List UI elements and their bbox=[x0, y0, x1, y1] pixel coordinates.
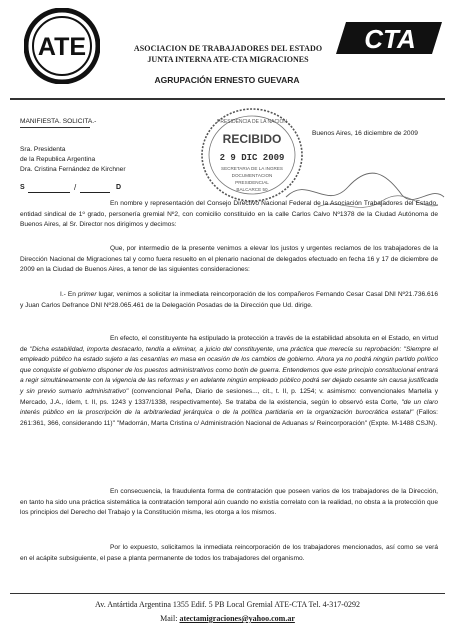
ate-logo-text: ATE bbox=[37, 33, 87, 61]
header-rule bbox=[10, 98, 445, 100]
stamp-received: RECIBIDO bbox=[222, 132, 282, 146]
org-name: ASOCIACION DE TRABAJADORES DEL ESTADO bbox=[133, 44, 323, 53]
footer-mail: Mail: atectamigraciones@yahoo.com.ar bbox=[160, 614, 295, 623]
footer-mail-link[interactable]: atectamigraciones@yahoo.com.ar bbox=[179, 614, 295, 623]
salutation-slash: / bbox=[74, 183, 77, 192]
org-junta: JUNTA INTERNA ATE-CTA MIGRACIONES bbox=[147, 55, 309, 64]
stamp-line1: PRESIDENCIA DE LA NACION bbox=[216, 119, 288, 125]
ate-logo bbox=[24, 8, 100, 84]
subject-line: MANIFIESTA. SOLICITA.- bbox=[20, 118, 97, 125]
cta-logo bbox=[330, 20, 444, 56]
recipient-line3: Dra. Cristina Fernández de Kirchner bbox=[20, 166, 126, 173]
recipient-line1: Sra. Presidenta bbox=[20, 146, 66, 153]
cta-logo-text: CTA bbox=[364, 24, 416, 54]
paragraph-consequence: En consecuencia, la fraudulenta forma de contratación que poseen varios de los trabajadores de la Dirección, en tanto ha sido una práctica sistemática la contratación temporal aún cuando no existía correlato con la realidad, no obsta a la protección que los principios del Derecho del Trabajo y la Constitución misma, les otorga a los mismos. bbox=[20, 488, 438, 517]
stamp-date: 2 9 DIC 2009 bbox=[219, 153, 285, 163]
paragraph-conclusion: Por lo expuesto, solicitamos la inmediata reincorporación de los trabajadores mencionados, así como se verá en el acápite subsiguiente, el pase a planta permanente de todos los trabajadores del organismo. bbox=[20, 544, 438, 562]
group-name: AGRUPACIÓN ERNESTO GUEVARA bbox=[154, 75, 300, 85]
salutation-line1 bbox=[28, 192, 70, 193]
subject-underline bbox=[20, 127, 90, 128]
stamp-line5: DOCUMENTACION bbox=[231, 173, 273, 178]
stamp-line7: BALCARCE 50 bbox=[236, 187, 268, 192]
paragraph-point-one: I.- En primer lugar, venimos a solicitar la inmediata reincorporación de los compañeros Fernando Cesar Casal DNI Nº21.736.616 y Juan Carlos Defrance DNI Nº28.065.461 de la Delegación Posadas de la Dirección que Ud. dirige. bbox=[20, 291, 438, 309]
salutation-d: D bbox=[116, 184, 122, 191]
stamp-line6: PRESIDENCIAL bbox=[235, 180, 269, 185]
stamp-line4: SECRETARIA DE LA INGRES bbox=[221, 166, 283, 171]
salutation-s: S bbox=[20, 184, 25, 191]
paragraph-intro: En nombre y representación del Consejo Directivo Nacional Federal de la Asociación Trabajadores del Estado, entidad sindical de 1º grado, personería gremial Nº2, con comicilio constituido en la calle Carlos Calvo Nº1378 de la Ciudad Autónoma de Buenos Aires, al Sr. Director nos dirigimos y decimos: bbox=[20, 200, 438, 229]
footer-rule bbox=[10, 593, 445, 594]
paragraph-jurisprudence: En efecto, el constituyente ha estipulado la protección a través de la estabilidad absoluta en el Estado, en virtud de "Dicha estabilidad, importa destacarlo, tendía a eliminar, a juicio del constituyente, una práctica que merecía su reprobación: "Siempre el empleado público ha estado sujeto a las cesantías en masa en ocasión de los cambios de gobierno. Ahora ya no podrá ningún partido político que conquiste el gobierno disponer de los puestos administrativos como botín de guerra. Entendemos que este principio constitucional entrará a regir simultáneamente con la vigencia de las reformas y en adelante ningún empleado público podrá ser dejado cesante sin causa justificada y sin previo sumario administrativo" (convencional Peña, Diario de sesiones..., cit., t. II, p. 1254; v. asimismo: convencionales Martella y Mercado, J.A., ídem, t. II, ps. 1243 y 1337/1338, respectivamente). Se trataba de la existencia, según lo observó esta Corte, "de un claro interés público en la proscripción de la arbitrariedad jerárquica o de la política partidaria en la organización burocrática estatal" (Fallos: 261:361, 366, considerando 11)" "Madorrán, Marta Cristina c/ Administración Nacional de Aduanas s/ Reincorporación" (Expte. M-1488 CSJN). bbox=[20, 335, 439, 427]
letter-date: Buenos Aires, 16 diciembre de 2009 bbox=[312, 130, 418, 137]
paragraph-request: Que, por intermedio de la presente venimos a elevar los justos y urgentes reclamos de los trabajadores de la Dirección Nacional de Migraciones tal y como fuera resuelto en el plenario nacional de delegados efectuado en fecha 16 y 17 de diciembre de 2009 en la Ciudad de Buenos Aires, a tenor de las siguientes consideraciones: bbox=[20, 245, 438, 274]
salutation-line2 bbox=[80, 192, 110, 193]
recipient-line2: de la Republica Argentina bbox=[20, 156, 96, 163]
footer-address: Av. Antártida Argentina 1355 Edif. 5 PB Local Gremial ATE-CTA Tel. 4-317-0292 bbox=[95, 600, 360, 609]
